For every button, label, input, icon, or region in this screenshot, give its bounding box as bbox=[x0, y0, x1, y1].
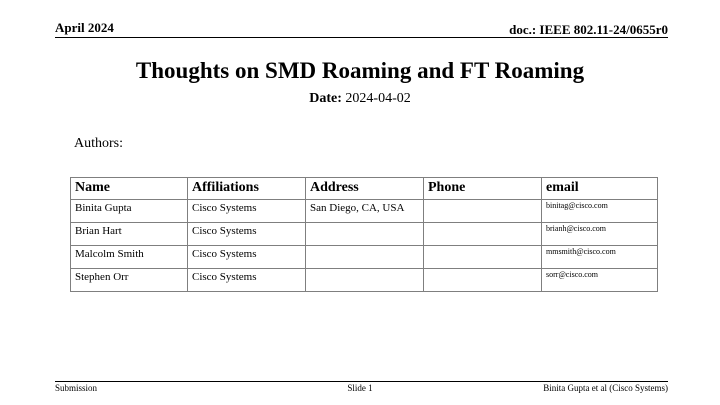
column-header-email: email bbox=[542, 178, 658, 200]
author-affiliation: Cisco Systems bbox=[188, 223, 306, 246]
author-address bbox=[306, 223, 424, 246]
footer-slide-number: Slide 1 bbox=[347, 383, 373, 393]
author-email: sorr@cisco.com bbox=[542, 269, 658, 292]
date-label: Date: bbox=[309, 91, 342, 106]
footer-author: Binita Gupta et al (Cisco Systems) bbox=[543, 383, 668, 393]
author-email: brianh@cisco.com bbox=[542, 223, 658, 246]
author-phone bbox=[424, 269, 542, 292]
author-email: mmsmith@cisco.com bbox=[542, 246, 658, 269]
author-email: binitag@cisco.com bbox=[542, 200, 658, 223]
author-phone bbox=[424, 246, 542, 269]
slide-title: Thoughts on SMD Roaming and FT Roaming bbox=[135, 58, 585, 83]
table-row bbox=[71, 246, 658, 269]
author-address bbox=[306, 269, 424, 292]
author-phone bbox=[424, 200, 542, 223]
author-name: Stephen Orr bbox=[71, 269, 188, 292]
column-header-phone: Phone bbox=[424, 178, 542, 200]
slide-date bbox=[0, 91, 720, 107]
date-value: 2024-04-02 bbox=[345, 91, 411, 106]
author-address bbox=[306, 246, 424, 269]
header-date: April 2024 bbox=[55, 20, 114, 35]
authors-label: Authors: bbox=[74, 136, 123, 151]
author-phone bbox=[424, 223, 542, 246]
column-header-name: Name bbox=[71, 178, 188, 200]
header-doc-id: doc.: IEEE 802.11-24/0655r0 bbox=[509, 22, 668, 37]
table-row bbox=[71, 223, 658, 246]
author-name: Brian Hart bbox=[71, 223, 188, 246]
author-affiliation: Cisco Systems bbox=[188, 269, 306, 292]
footer-divider bbox=[55, 381, 668, 382]
table-header-row bbox=[71, 178, 658, 200]
author-address: San Diego, CA, USA bbox=[306, 200, 424, 223]
column-header-address: Address bbox=[306, 178, 424, 200]
table-row bbox=[71, 269, 658, 292]
author-affiliation: Cisco Systems bbox=[188, 246, 306, 269]
author-name: Malcolm Smith bbox=[71, 246, 188, 269]
author-name: Binita Gupta bbox=[71, 200, 188, 223]
footer-submission: Submission bbox=[55, 383, 98, 393]
author-affiliation: Cisco Systems bbox=[188, 200, 306, 223]
authors-table bbox=[70, 177, 658, 292]
header-divider bbox=[55, 37, 668, 38]
column-header-affiliations: Affiliations bbox=[188, 178, 306, 200]
table-row bbox=[71, 200, 658, 223]
